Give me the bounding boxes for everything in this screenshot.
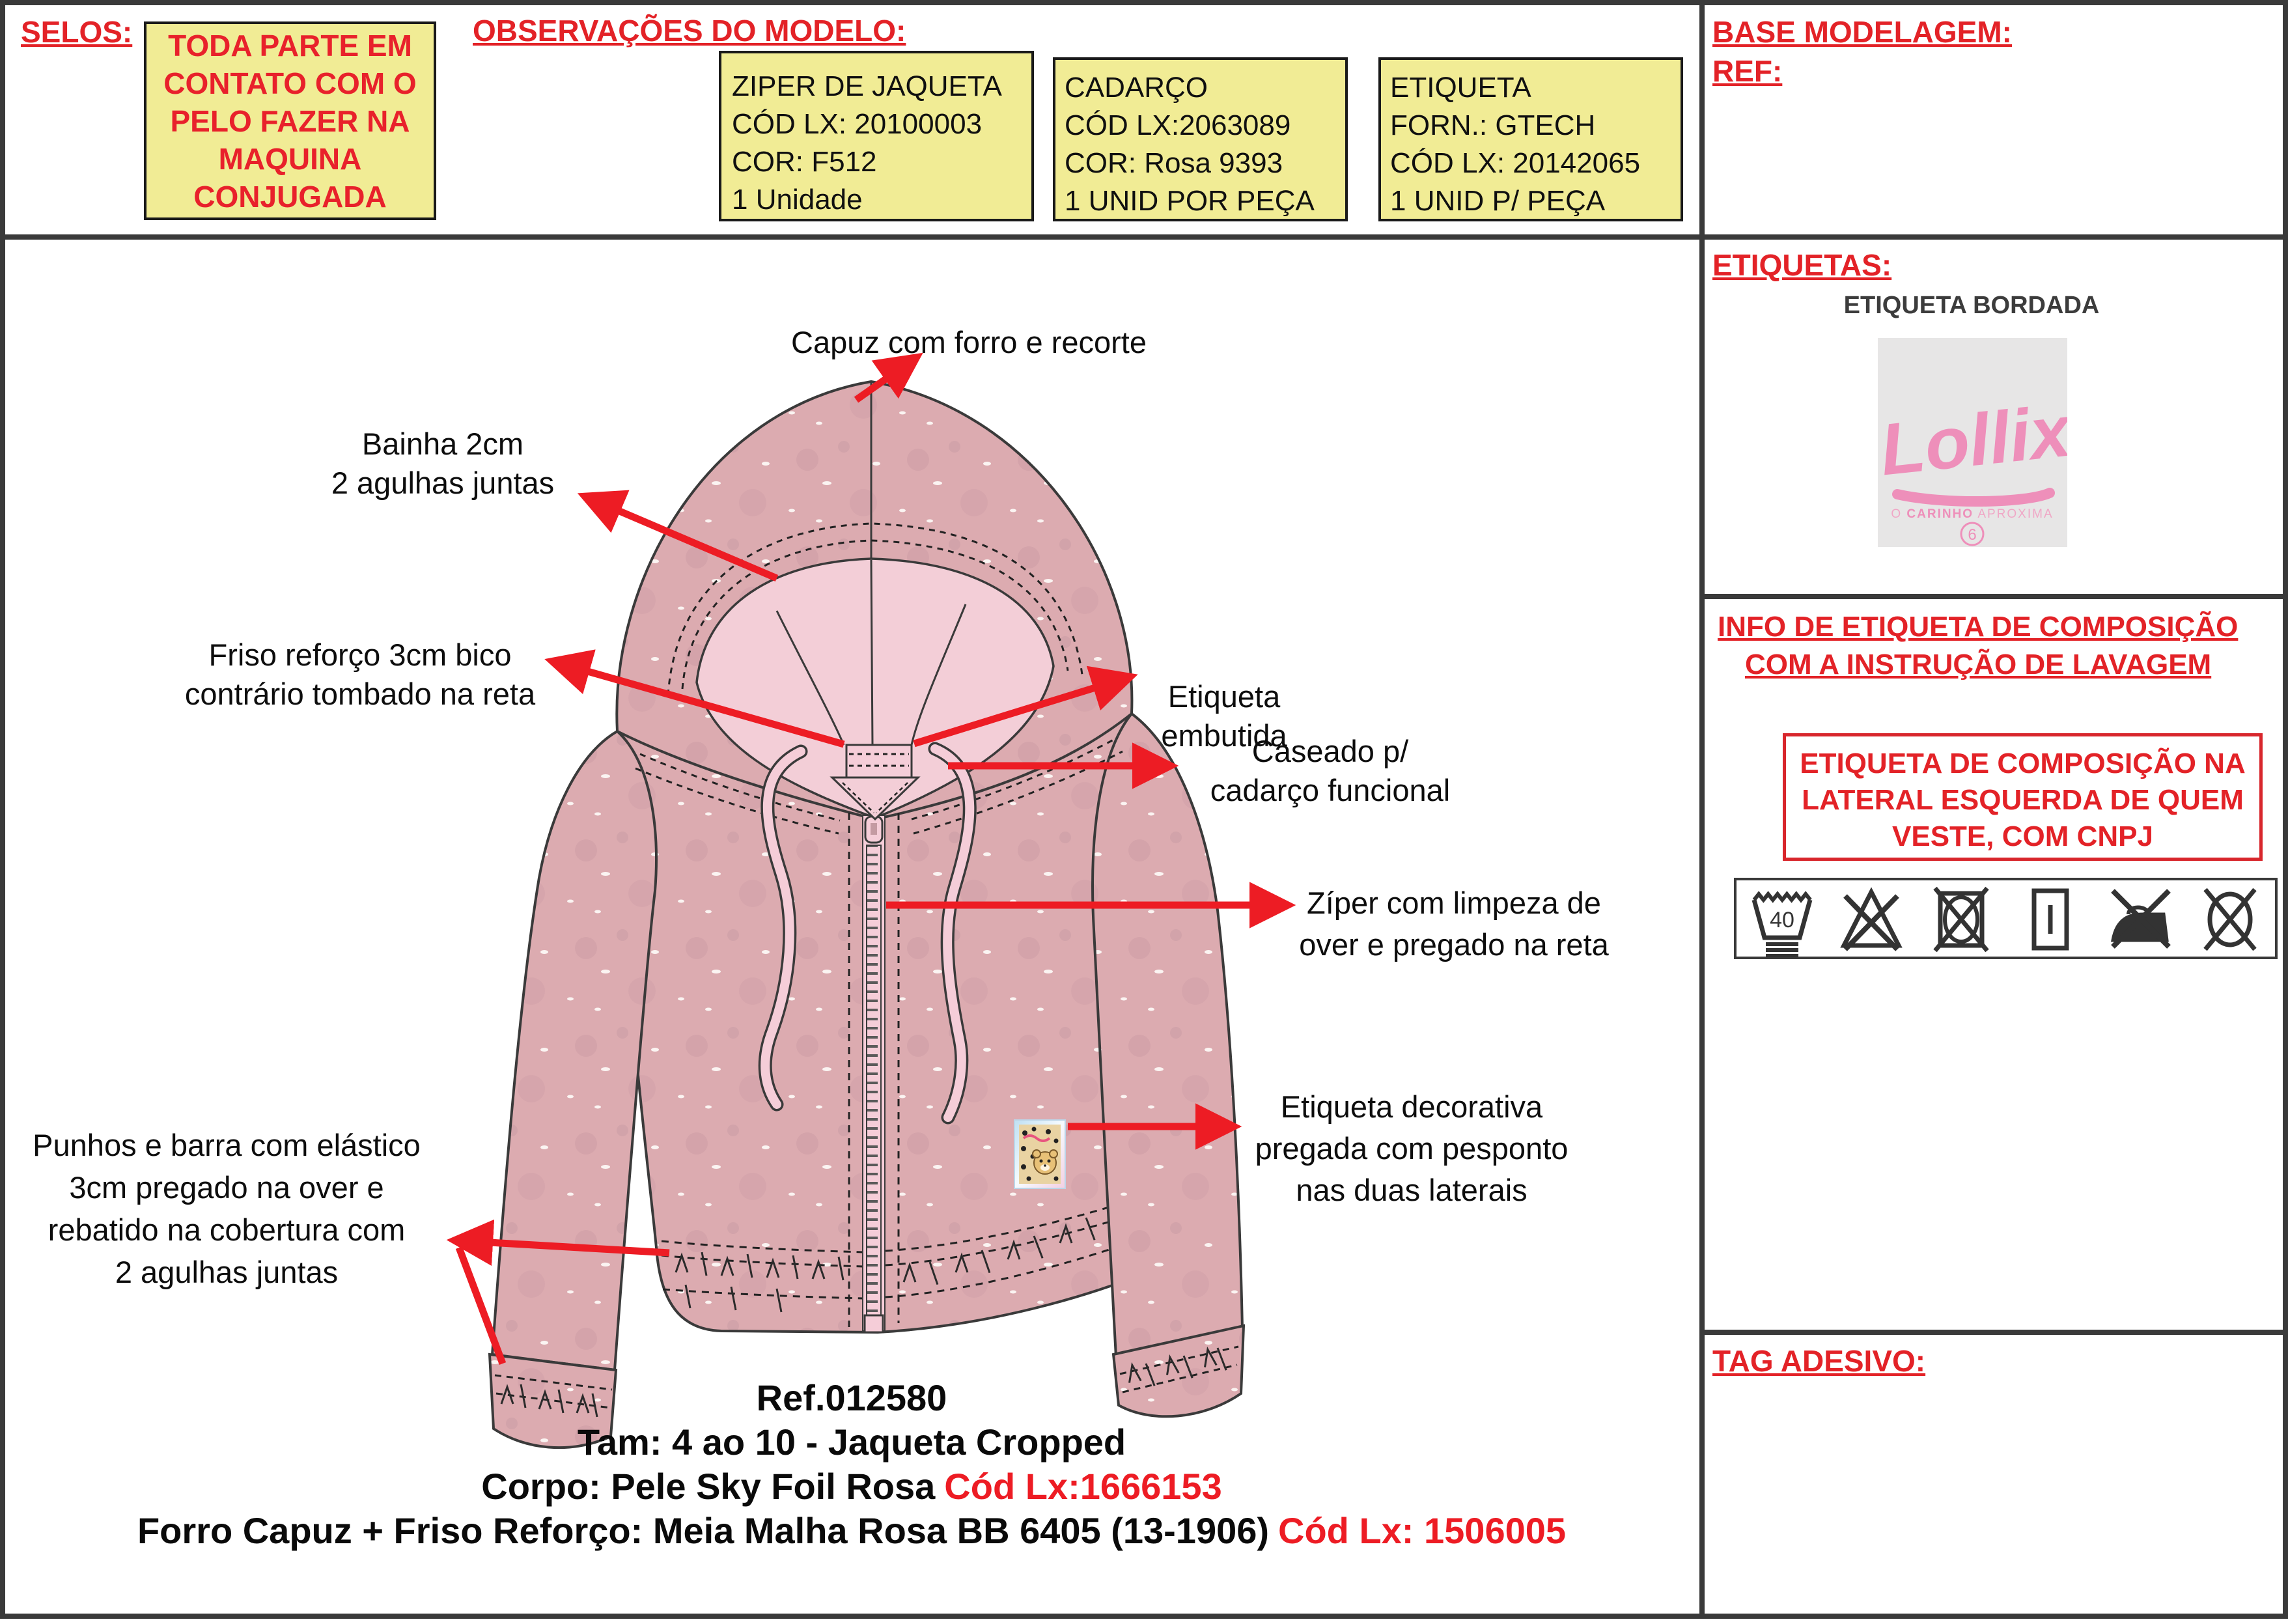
lollix-logo-icon bbox=[1878, 338, 2067, 547]
note-line: ZIPER DE JAQUETA bbox=[732, 70, 1002, 102]
composicao-note-box bbox=[1783, 733, 2263, 861]
tag-divider bbox=[1705, 1330, 2283, 1335]
reference-block bbox=[44, 1376, 1659, 1553]
jacket-left-sleeve bbox=[490, 731, 656, 1448]
vertical-divider bbox=[1699, 5, 1705, 1614]
annotation-capuz: Capuz com forro e recorte bbox=[791, 325, 1147, 359]
selos-header: SELOS: bbox=[21, 15, 133, 49]
selos-note-line: TODA PARTE EM bbox=[168, 28, 412, 63]
base-modelagem-header: BASE MODELAGEM: bbox=[1712, 15, 2012, 49]
composicao-line: VESTE, COM CNPJ bbox=[1892, 820, 2153, 852]
selos-note-line: PELO FAZER NA bbox=[170, 104, 410, 138]
annotation-friso: Friso reforço 3cm bico contrário tombado na reta bbox=[184, 637, 536, 711]
size-model: Tam: 4 ao 10 - Jaqueta Cropped bbox=[577, 1421, 1126, 1463]
decorative-patch bbox=[1014, 1120, 1065, 1188]
note-line: 1 UNID P/ PEÇA bbox=[1390, 185, 1606, 217]
brand-name: Lollix bbox=[1878, 389, 2067, 491]
brand-tagline: O CARINHO APROXIMA bbox=[1891, 507, 2054, 521]
etiquetas-header: ETIQUETAS: bbox=[1712, 248, 1892, 282]
do-not-dry-clean-icon bbox=[2196, 880, 2264, 957]
note-line: CÓD LX: 20142065 bbox=[1390, 147, 1641, 179]
info-composicao-header-1: INFO DE ETIQUETA DE COMPOSIÇÃO bbox=[1718, 611, 2239, 643]
note-line: FORN.: GTECH bbox=[1390, 109, 1596, 141]
size-number: 6 bbox=[1968, 526, 1977, 544]
care-symbols-strip bbox=[1734, 878, 2278, 959]
jacket-right-sleeve bbox=[1093, 714, 1244, 1416]
do-not-iron-icon bbox=[2106, 880, 2174, 957]
drawing-area bbox=[5, 240, 1699, 1624]
do-not-bleach-icon bbox=[1837, 880, 1905, 957]
lining-fabric: Forro Capuz + Friso Reforço: Meia Malha Rosa BB 6405 (13-1906) Cód Lx: 1506005 bbox=[137, 1510, 1567, 1551]
etiqueta-bordada-title: ETIQUETA BORDADA bbox=[1843, 292, 2100, 319]
note-line: COR: Rosa 9393 bbox=[1065, 147, 1283, 179]
zipper-stop bbox=[865, 1315, 883, 1332]
selos-note-line: CONTATO COM O bbox=[163, 66, 417, 100]
top-bar-divider bbox=[5, 234, 2283, 240]
note-line: 1 Unidade bbox=[732, 184, 863, 216]
annotation-etiqueta-embutida: Etiqueta embutida bbox=[1161, 679, 1287, 753]
note-line: COR: F512 bbox=[732, 146, 877, 178]
tag-adesivo-header: TAG ADESIVO: bbox=[1712, 1344, 1926, 1378]
etiquetas-divider bbox=[1705, 594, 2283, 599]
annotation-ziper: Zíper com limpeza de over e pregado na reta bbox=[1299, 886, 1609, 962]
note-box-cadarco bbox=[1053, 57, 1348, 221]
note-box-ziper bbox=[719, 51, 1034, 221]
svg-text:40: 40 bbox=[1769, 907, 1794, 932]
observacoes-header: OBSERVAÇÕES DO MODELO: bbox=[473, 14, 906, 48]
note-box-etiqueta bbox=[1378, 57, 1683, 221]
note-line: ETIQUETA bbox=[1390, 72, 1531, 104]
selos-note-line: MAQUINA bbox=[218, 141, 362, 176]
note-line: CÓD LX: 20100003 bbox=[732, 108, 983, 140]
brand-swash bbox=[1897, 493, 2050, 501]
note-line: 1 UNID POR PEÇA bbox=[1065, 185, 1315, 217]
annotation-bainha: Bainha 2cm 2 agulhas juntas bbox=[331, 427, 555, 500]
composicao-line: ETIQUETA DE COMPOSIÇÃO NA bbox=[1800, 748, 2246, 779]
composicao-line: LATERAL ESQUERDA DE QUEM bbox=[1802, 784, 2244, 816]
wash-40-icon bbox=[1748, 880, 1815, 957]
annotation-punhos: Punhos e barra com elástico 3cm pregado na over e rebatido na cobertura com 2 agulhas juntas bbox=[33, 1128, 421, 1289]
annotation-etiqueta-decorativa: Etiqueta decorativa pregada com pesponto nas duas laterais bbox=[1255, 1089, 1569, 1207]
do-not-tumble-dry-icon bbox=[1927, 880, 1995, 957]
info-composicao-header-2: COM A INSTRUÇÃO DE LAVAGEM bbox=[1745, 649, 2212, 680]
brand-label-card bbox=[1878, 338, 2067, 547]
annotation-caseado: Caseado p/ cadarço funcional bbox=[1210, 734, 1451, 807]
selos-note-box bbox=[144, 21, 436, 220]
note-line: CÓD LX:2063089 bbox=[1065, 109, 1291, 141]
lining-fabric-code: Cód Lx: 1506005 bbox=[1278, 1510, 1567, 1551]
drip-dry-icon bbox=[2016, 880, 2084, 957]
body-fabric-code: Cód Lx:1666153 bbox=[944, 1466, 1222, 1507]
ref-number: Ref.012580 bbox=[756, 1377, 947, 1418]
note-line: CADARÇO bbox=[1065, 72, 1208, 104]
ref-header: REF: bbox=[1712, 54, 1783, 88]
selos-note-line: CONJUGADA bbox=[193, 179, 387, 214]
body-fabric: Corpo: Pele Sky Foil Rosa Cód Lx:1666153 bbox=[481, 1466, 1222, 1507]
